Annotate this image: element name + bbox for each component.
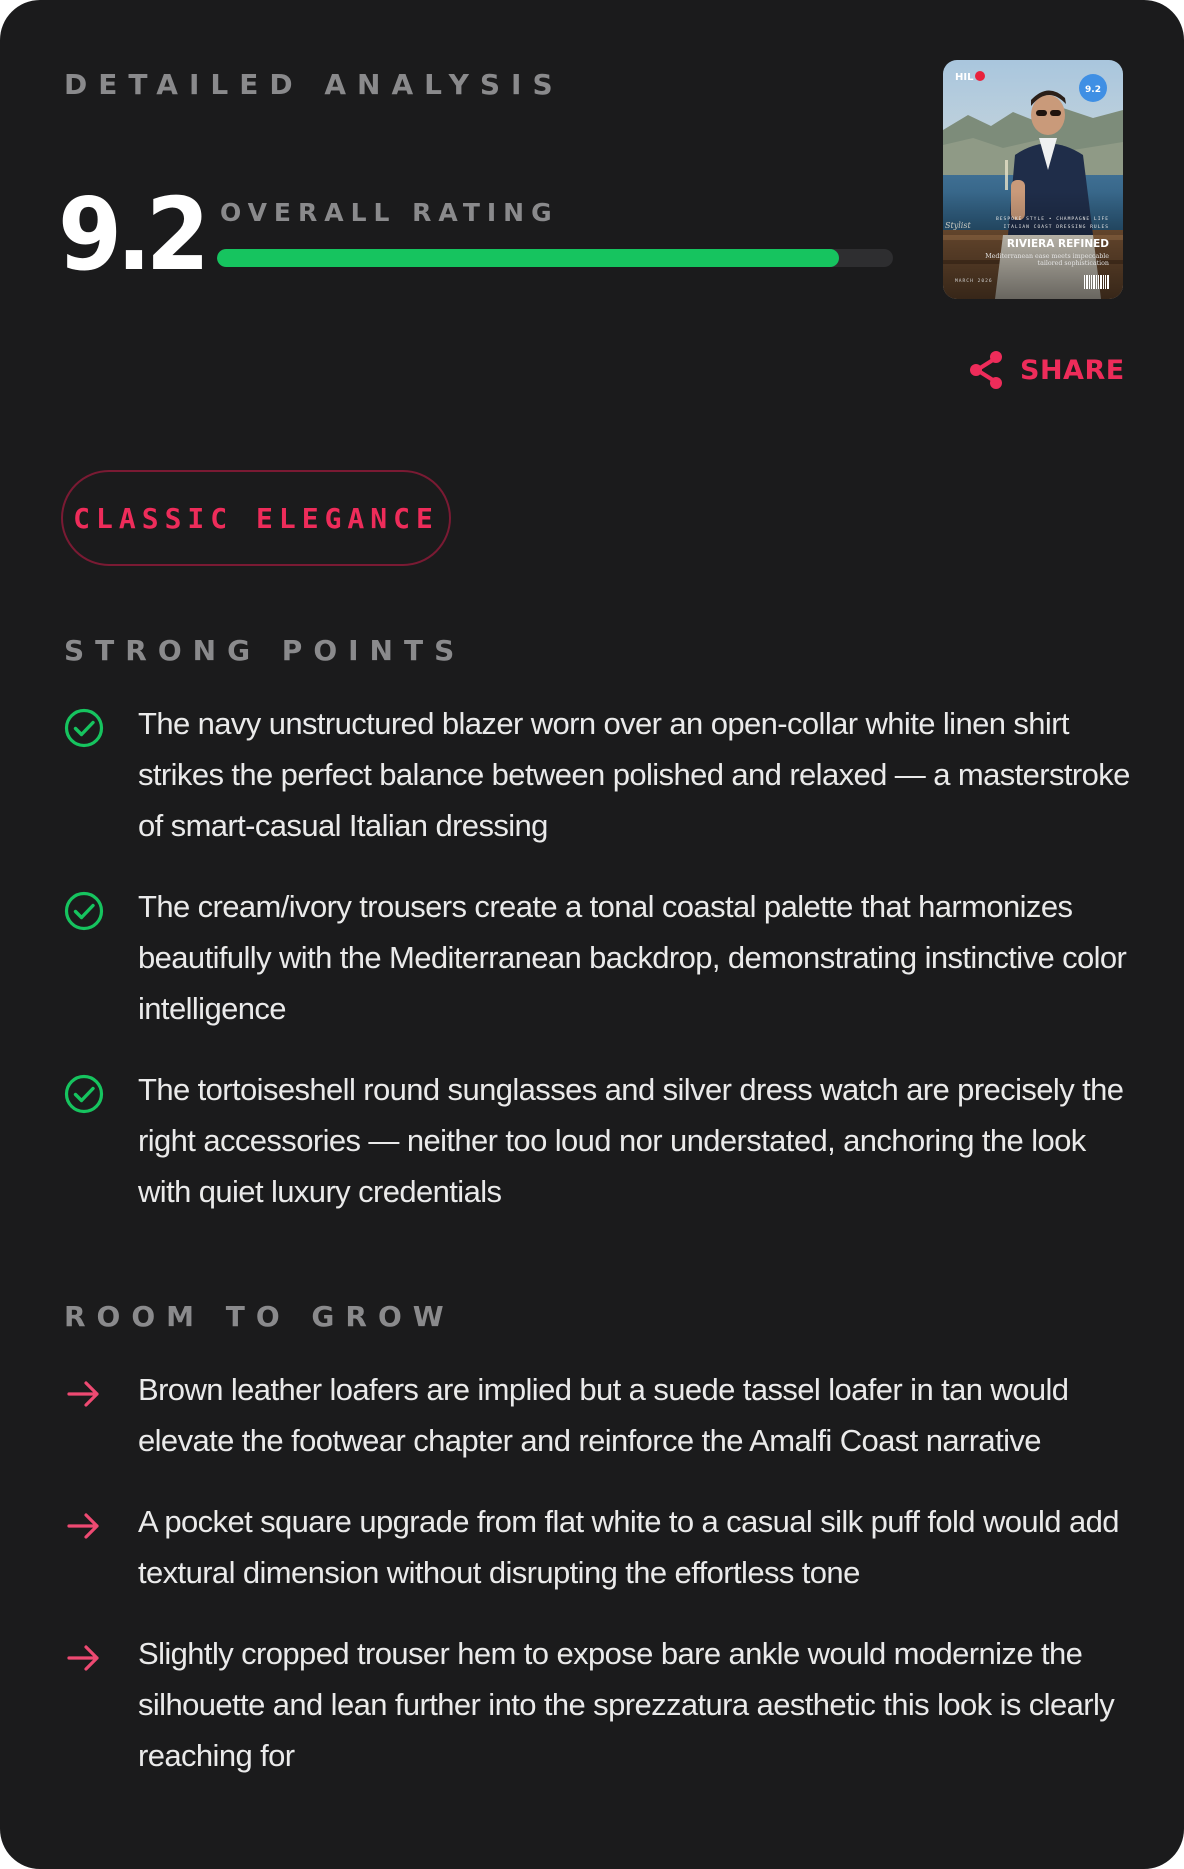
magazine-cover-image [943,60,1123,299]
share-label: SHARE [1020,354,1125,386]
magazine-cover-thumbnail[interactable] [943,60,1123,299]
check-circle-icon [64,708,104,748]
svg-text:Mediterranean ease meets impec: Mediterranean ease meets impeccable [985,253,1109,260]
list-item [64,1628,1130,1781]
style-tag [61,470,451,566]
check-circle-icon [64,891,104,931]
rating-bar [217,249,893,267]
arrow-right-icon [64,1374,104,1414]
rating-bar-fill [217,249,839,267]
svg-text:ITALIAN COAST DRESSING RULES: ITALIAN COAST DRESSING RULES [1003,225,1109,230]
barcode-icon [1084,275,1109,289]
check-circle-icon [64,1074,104,1114]
svg-text:tailored sophistication: tailored sophistication [1037,260,1109,267]
arrow-right-icon [64,1506,104,1546]
strong-point-text: The navy unstructured blazer worn over an open-collar white linen shirt strikes the perfect balance between polished and relaxed — a masterstroke of smart-casual Italian dressing [138,706,1130,843]
thumbnail-brand: HIL [955,72,974,83]
style-tag-label: CLASSIC ELEGANCE [73,501,439,535]
strong-points-title: STRONG POINTS [64,634,466,667]
list-item [64,1364,1130,1466]
room-to-grow-title: ROOM TO GROW [64,1300,455,1333]
svg-text:MARCH 2026: MARCH 2026 [955,279,993,284]
improvement-text: Slightly cropped trouser hem to expose bare ankle would modernize the silhouette and lean further into the sprezzatura aesthetic this look is clearly reaching for [138,1636,1115,1773]
improvement-text: A pocket square upgrade from flat white to a casual silk puff fold would add textural dimension without disrupting the effortless tone [138,1504,1119,1590]
strong-point-text: The cream/ivory trousers create a tonal coastal palette that harmonizes beautifully with the Mediterranean backdrop, demonstrating instinctive color intelligence [138,889,1127,1026]
room-to-grow-list [64,1364,1130,1811]
svg-text:BESPOKE STYLE • CHAMPAGNE LIFE: BESPOKE STYLE • CHAMPAGNE LIFE [996,217,1109,222]
list-item [64,881,1130,1034]
list-item [64,1496,1130,1598]
list-item [64,698,1130,851]
list-item [64,1064,1130,1217]
thumbnail-headline: RIVIERA REFINED [1006,238,1109,250]
share-button[interactable] [968,350,1125,390]
overall-score: 9.2 [58,176,205,293]
arrow-right-icon [64,1638,104,1678]
svg-text:Stylist: Stylist [945,221,971,230]
improvement-text: Brown leather loafers are implied but a suede tassel loafer in tan would elevate the footwear chapter and reinforce the Amalfi Coast narrative [138,1372,1069,1458]
strong-points-list [64,698,1130,1247]
svg-text:9.2: 9.2 [1085,85,1101,95]
detailed-analysis-title: DETAILED ANALYSIS [64,68,564,101]
share-icon [968,350,1006,390]
overall-rating-label: OVERALL RATING [220,198,559,227]
strong-point-text: The tortoiseshell round sunglasses and silver dress watch are precisely the right accessories — neither too loud nor understated, anchoring the look with quiet luxury credentials [138,1072,1124,1209]
brand-dot-icon [975,71,985,81]
